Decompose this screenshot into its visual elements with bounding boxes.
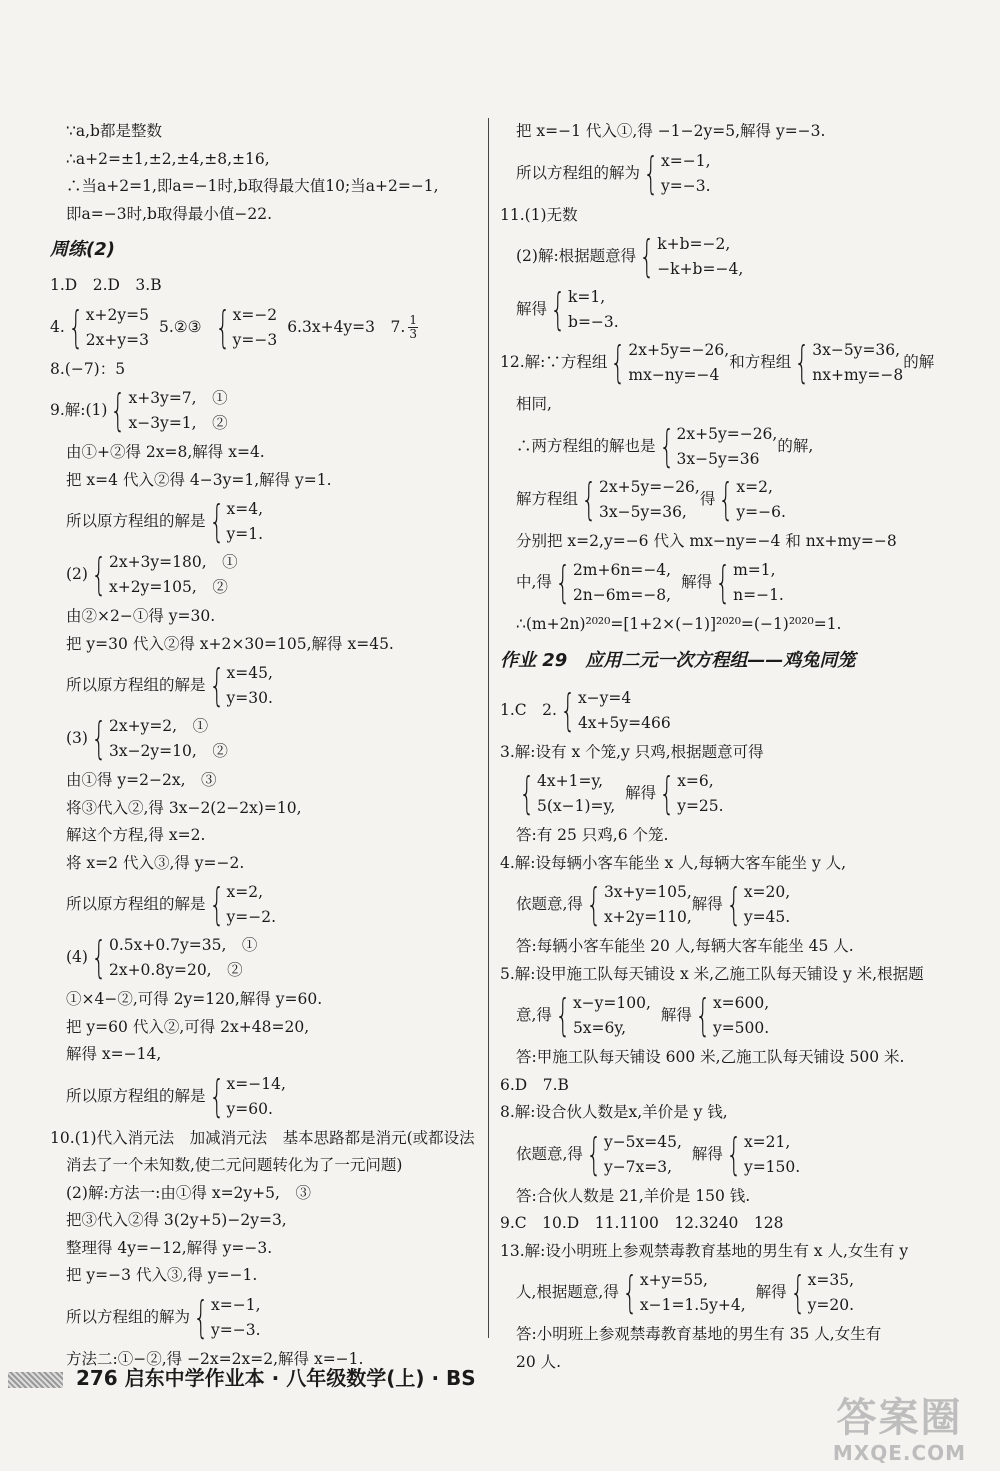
book-title: 启东中学作业本 · 八年级数学(上) · BS: [124, 1366, 476, 1390]
solution-system: (3) { 2x+y=2, ① 3x−2y=10, ②: [66, 713, 228, 764]
text-line: 方法二:①−②,得 −2x=2x=2,解得 x=−1.: [66, 1349, 364, 1368]
solution-system: 中,得 { 2m+6n=−4, 2n−6m=−8, 解得 { m=1, n=−1.: [516, 557, 784, 608]
text-line: 分别把 x=2,y=−6 代入 mx−ny=−4 和 nx+my=−8: [516, 531, 897, 550]
text-line: 答:合伙人数是 21,羊价是 150 钱.: [516, 1186, 751, 1205]
fraction: $\frac{1}{3}$: [409, 313, 417, 341]
answer-line: 8.(−7)：5: [50, 359, 126, 378]
column-divider: [488, 118, 489, 1338]
answer-line: 1.D 2.D 3.B: [50, 276, 162, 294]
solution-system: 所以原方程组的解是 { x=2, y=−2.: [66, 879, 277, 930]
solution-system: 解得 { k=1, b=−3.: [516, 284, 619, 335]
answer-line: 9.C 10.D 11.1100 12.3240 128: [500, 1214, 784, 1232]
text-line: (2)解:方法一:由①得 x=2y+5, ③: [66, 1183, 311, 1202]
text-line: 5.解:设甲施工队每天铺设 x 米,乙施工队每天铺设 y 米,根据题: [500, 964, 924, 983]
right-column: [500, 118, 935, 1376]
text-line: 解这个方程,得 x=2.: [66, 826, 206, 844]
solution-system: ∴两方程组的解也是 { 2x+5y=−26, 3x−5y=36 的解,: [516, 420, 814, 472]
text-line: 由②×2−①得 y=30.: [66, 607, 216, 625]
text-line: ∴a+2=±1,±2,±4,±8,±16,: [66, 149, 270, 168]
footer-decoration: [8, 1372, 63, 1388]
text-line: 答:小明班上参观禁毒教育基地的男生有 35 人,女生有: [516, 1325, 882, 1343]
section-heading: 作业 29 应用二元一次方程组——鸡兔同笼: [500, 649, 856, 671]
text-line: 即a=−3时,b取得最小值−22.: [66, 204, 273, 223]
text-line: 3.解:设有 x 个笼,y 只鸡,根据题意可得: [500, 742, 764, 761]
text-line: ∵a,b都是整数: [66, 122, 162, 140]
solution-system: { 4x+1=y, 5(x−1)=y, 解得 { x=6, y=25.: [519, 768, 724, 819]
equation-system: x+2y=5 2x+y=3: [85, 305, 149, 349]
text-line: ①×4−②,可得 2y=120,解得 y=60.: [66, 990, 323, 1008]
solution-system: 所以原方程组的解是 { x=4, y=1.: [66, 496, 264, 547]
brace: {: [214, 301, 231, 353]
text-line: 整理得 4y=−12,解得 y=−3.: [66, 1238, 273, 1257]
text-line: 答:有 25 只鸡,6 个笼.: [516, 826, 669, 844]
text-line: 将 x=2 代入③,得 y=−2.: [66, 853, 245, 872]
answer-line: 6.D 7.B: [500, 1075, 569, 1094]
text-line: 答:甲施工队每天铺设 600 米,乙施工队每天铺设 500 米.: [516, 1048, 905, 1066]
solution-system: 人,根据题意,得 { x+y=55, x−1=1.5y+4, 解得 { x=35, y=20.: [516, 1267, 855, 1318]
solution-system: 意,得 { x−y=100, 5x=6y, 解得 { x=600, y=500.: [516, 990, 770, 1041]
solution-system: 9.解:(1) { x+3y=7, ① x−3y=1, ②: [50, 385, 228, 436]
answer-line: 4. { x+2y=5 2x+y=3 5.②③ { x=−2 y=−3 6.3x+4y=3 7. $\frac{1}{3}$: [50, 301, 417, 353]
text-line: 消去了一个未知数,使二元问题转化为了一元问题): [66, 1156, 403, 1174]
text-line: 8.解:设合伙人数是x,羊价是 y 钱,: [500, 1103, 728, 1121]
solution-system: 所以方程组的解为 { x=−1, y=−3.: [66, 1291, 261, 1343]
text-line: 解得 x=−14,: [66, 1045, 162, 1063]
text-line: 相同,: [516, 395, 552, 413]
text-line: 13.解:设小明班上参观禁毒教育基地的男生有 x 人,女生有 y: [500, 1241, 909, 1260]
solution-system: 依题意,得 { y−5x=45, y−7x=3, 解得 { x=21, y=150.: [516, 1128, 801, 1180]
text-line: 20 人.: [516, 1352, 562, 1371]
text-line: 由①得 y=2−2x, ③: [66, 771, 217, 789]
page-footer: [8, 1362, 476, 1391]
brace: {: [68, 301, 84, 353]
answer-line: 1.C 2. { x−y=4 4x+5y=466: [500, 684, 671, 736]
page-number: 276: [75, 1366, 118, 1390]
left-column: [50, 118, 480, 1373]
text-line: 把③代入②得 3(2y+5)−2y=3,: [66, 1211, 287, 1229]
solution-system: 12.解:∵方程组 { 2x+5y=−26, mx−ny=−4 和方程组 { 3x−5y=36, nx+my=−8 的解: [500, 337, 935, 388]
solution-system: (2)解:根据题意得 { k+b=−2, −k+b=−4,: [516, 231, 744, 282]
solution-system: 解方程组 { 2x+5y=−26, 3x−5y=36, 得 { x=2, y=−6.: [516, 473, 786, 525]
text-line: 把 y=30 代入②得 x+2×30=105,解得 x=45.: [66, 634, 394, 653]
text-line: 把 x=4 代入②得 4−3y=1,解得 y=1.: [66, 470, 332, 489]
solution-system: 所以原方程组的解是 { x=−14, y=60.: [66, 1070, 286, 1122]
text-line: 由①+②得 2x=8,解得 x=4.: [66, 443, 265, 461]
solution-system: (2) { 2x+3y=180, ① x+2y=105, ②: [66, 549, 238, 600]
text-line: ∴(m+2n)²⁰²⁰=[1+2×(−1)]²⁰²⁰=(−1)²⁰²⁰=1.: [516, 615, 842, 633]
solution-system: (4) { 0.5x+0.7y=35, ① 2x+0.8y=20, ②: [66, 932, 258, 983]
solution-system: 依题意,得 { 3x+y=105, x+2y=110, 解得 { x=20, y=45.: [516, 879, 791, 930]
text-line: 10.(1)代入消元法 加减消元法 基本思路都是消元(或都设法: [50, 1128, 475, 1147]
text-line: 把 x=−1 代入①,得 −1−2y=5,解得 y=−3.: [516, 122, 826, 140]
equation-system: x=−2 y=−3: [232, 305, 278, 349]
watermark-logo: 答案圈 MXQE.COM: [832, 1395, 967, 1465]
section-heading: 周练(2): [50, 239, 115, 260]
text-line: ∴当a+2=1,即a=−1时,b取得最大值10;当a+2=−1,: [66, 177, 439, 195]
text-line: 将③代入②,得 3x−2(2−2x)=10,: [66, 798, 302, 817]
solution-system: 所以方程组的解为 { x=−1, y=−3.: [516, 147, 711, 199]
text-line: 把 y=−3 代入③,得 y=−1.: [66, 1266, 258, 1284]
text-line: 答:每辆小客车能坐 20 人,每辆大客车能坐 45 人.: [516, 937, 854, 955]
text-line: 4.解:设每辆小客车能坐 x 人,每辆大客车能坐 y 人,: [500, 853, 847, 872]
solution-system: 所以原方程组的解是 { x=45, y=30.: [66, 660, 273, 711]
text-line: 把 y=60 代入②,可得 2x+48=20,: [66, 1017, 310, 1036]
text-line: 11.(1)无数: [500, 205, 578, 224]
